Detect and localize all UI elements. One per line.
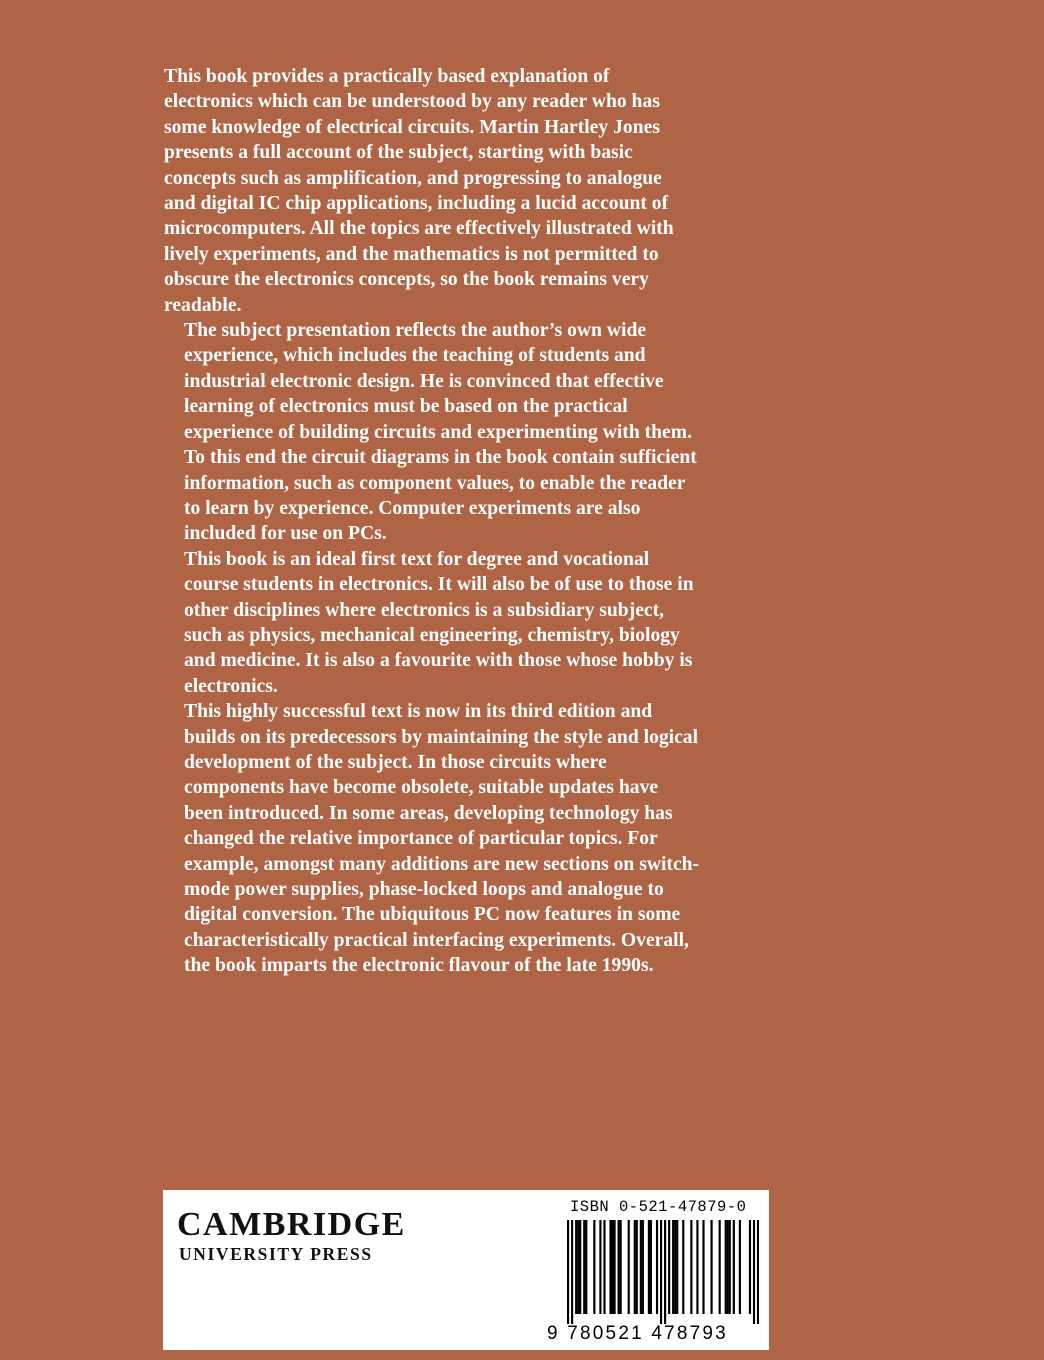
blurb-line: electronics. xyxy=(184,675,278,697)
blurb-line: other disciplines where electronics is a subsidiary subject, xyxy=(184,599,665,621)
barcode-bar xyxy=(727,1220,729,1314)
blurb-line: lively experiments, and the mathematics is not permitted to xyxy=(164,243,659,265)
blurb-line: experience, which includes the teaching of students and xyxy=(184,345,646,367)
publisher-logo-subtitle: UNIVERSITY PRESS xyxy=(179,1244,373,1264)
barcode-bar xyxy=(696,1220,698,1314)
blurb-line: learning of electronics must be based on the practical xyxy=(184,396,628,418)
barcode-bar xyxy=(650,1220,652,1314)
back-cover-blurb xyxy=(164,64,784,979)
blurb-paragraph-2 xyxy=(164,318,784,547)
blurb-line: information, such as component values, to enable the reader xyxy=(184,472,686,494)
barcode-bar xyxy=(636,1220,638,1314)
blurb-line: microcomputers. All the topics are effectively illustrated with xyxy=(164,218,674,240)
barcode-bar xyxy=(674,1220,676,1314)
blurb-line: digital conversion. The ubiquitous PC now features in some xyxy=(184,904,681,926)
barcode-icon xyxy=(567,1220,759,1324)
barcode-bar xyxy=(739,1220,741,1314)
blurb-line: concepts such as amplification, and progressing to analogue xyxy=(164,167,662,189)
barcode-bar xyxy=(585,1220,587,1314)
barcode-bar xyxy=(690,1220,692,1314)
barcode-bar xyxy=(642,1220,644,1314)
barcode-bar xyxy=(583,1220,585,1314)
barcode-bar xyxy=(664,1220,666,1324)
barcode-bar xyxy=(753,1220,755,1324)
barcode-bar xyxy=(571,1220,573,1324)
barcode-bar xyxy=(611,1220,613,1314)
blurb-line: mode power supplies, phase-locked loops and analogue to xyxy=(184,879,664,900)
barcode-bar xyxy=(668,1220,670,1314)
barcode-bar xyxy=(710,1220,712,1314)
blurb-line: obscure the electronics concepts, so the book remains very xyxy=(164,269,649,291)
barcode-bar xyxy=(733,1220,735,1314)
barcode-bar xyxy=(599,1220,601,1314)
isbn-label: ISBN 0-521-47879-0 xyxy=(570,1198,747,1216)
blurb-line: to learn by experience. Computer experiments are also xyxy=(184,497,641,519)
barcode-bar xyxy=(729,1220,731,1314)
publisher-barcode-panel xyxy=(163,1190,769,1350)
barcode-bar xyxy=(575,1220,577,1314)
barcode-bar xyxy=(628,1220,630,1314)
barcode-bar xyxy=(672,1220,674,1314)
blurb-line: some knowledge of electrical circuits. Martin Hartley Jones xyxy=(164,116,660,138)
blurb-line: been introduced. In some areas, developing technology has xyxy=(184,802,673,824)
blurb-paragraph-4 xyxy=(164,699,784,978)
barcode-bar xyxy=(749,1220,751,1314)
barcode-bar xyxy=(593,1220,595,1314)
barcode-bar xyxy=(725,1220,727,1314)
barcode-bar xyxy=(613,1220,615,1314)
blurb-line: This book is an ideal first text for degree and vocational xyxy=(184,548,650,570)
barcode-bar xyxy=(618,1220,620,1314)
blurb-line: industrial electronic design. He is convinced that effective xyxy=(184,370,664,392)
barcode-bar xyxy=(603,1220,605,1314)
barcode-bar xyxy=(656,1220,658,1314)
blurb-line: changed the relative importance of particular topics. For xyxy=(184,828,658,850)
barcode-bar xyxy=(757,1220,759,1324)
blurb-line: development of the subject. In those circuits where xyxy=(184,751,607,773)
blurb-line: builds on its predecessors by maintaining the style and logical xyxy=(184,726,699,748)
blurb-line: presents a full account of the subject, starting with basic xyxy=(164,142,633,164)
barcode-bar xyxy=(579,1220,581,1314)
barcode-bar xyxy=(719,1220,721,1314)
barcode-bar xyxy=(660,1220,662,1324)
blurb-line: example, amongst many additions are new sections on switch- xyxy=(184,853,700,875)
barcode-bar xyxy=(676,1220,678,1314)
blurb-line: course students in electronics. It will also be of use to those in xyxy=(184,574,694,596)
blurb-line: and medicine. It is also a favourite with those whose hobby is xyxy=(184,650,693,672)
barcode-number: 9 780521 478793 xyxy=(547,1323,728,1344)
barcode-bar xyxy=(682,1220,684,1314)
barcode-bar xyxy=(640,1220,642,1314)
blurb-line: electronics which can be understood by any reader who has xyxy=(164,91,660,113)
barcode-bar xyxy=(634,1220,636,1314)
blurb-line: included for use on PCs. xyxy=(184,523,387,545)
blurb-line: readable. xyxy=(164,294,242,316)
blurb-line: The subject presentation reflects the author’s own wide xyxy=(184,320,647,342)
blurb-line: characteristically practical interfacing experiments. Overall, xyxy=(184,929,689,951)
barcode-bar xyxy=(702,1220,704,1314)
blurb-paragraph-3 xyxy=(164,547,784,699)
blurb-line: such as physics, mechanical engineering, chemistry, biology xyxy=(184,624,680,646)
blurb-line: components have become obsolete, suitable updates have xyxy=(184,777,659,799)
blurb-line: This book provides a practically based explanation of xyxy=(164,66,610,87)
blurb-paragraph-1 xyxy=(164,64,784,318)
barcode-bar xyxy=(577,1220,579,1314)
publisher-logo-name: CAMBRIDGE xyxy=(177,1206,406,1243)
blurb-line: the book imparts the electronic flavour of the late 1990s. xyxy=(184,955,654,977)
blurb-line: This highly successful text is now in its third edition and xyxy=(184,701,653,723)
barcode-bar xyxy=(609,1220,611,1314)
blurb-line: To this end the circuit diagrams in the book contain sufficient xyxy=(184,447,697,469)
blurb-line: and digital IC chip applications, including a lucid account of xyxy=(164,193,669,215)
barcode-bar xyxy=(648,1220,650,1314)
blurb-line: experience of building circuits and experimenting with them. xyxy=(184,421,692,443)
barcode-bar xyxy=(620,1220,622,1314)
barcode-bar xyxy=(567,1220,569,1324)
